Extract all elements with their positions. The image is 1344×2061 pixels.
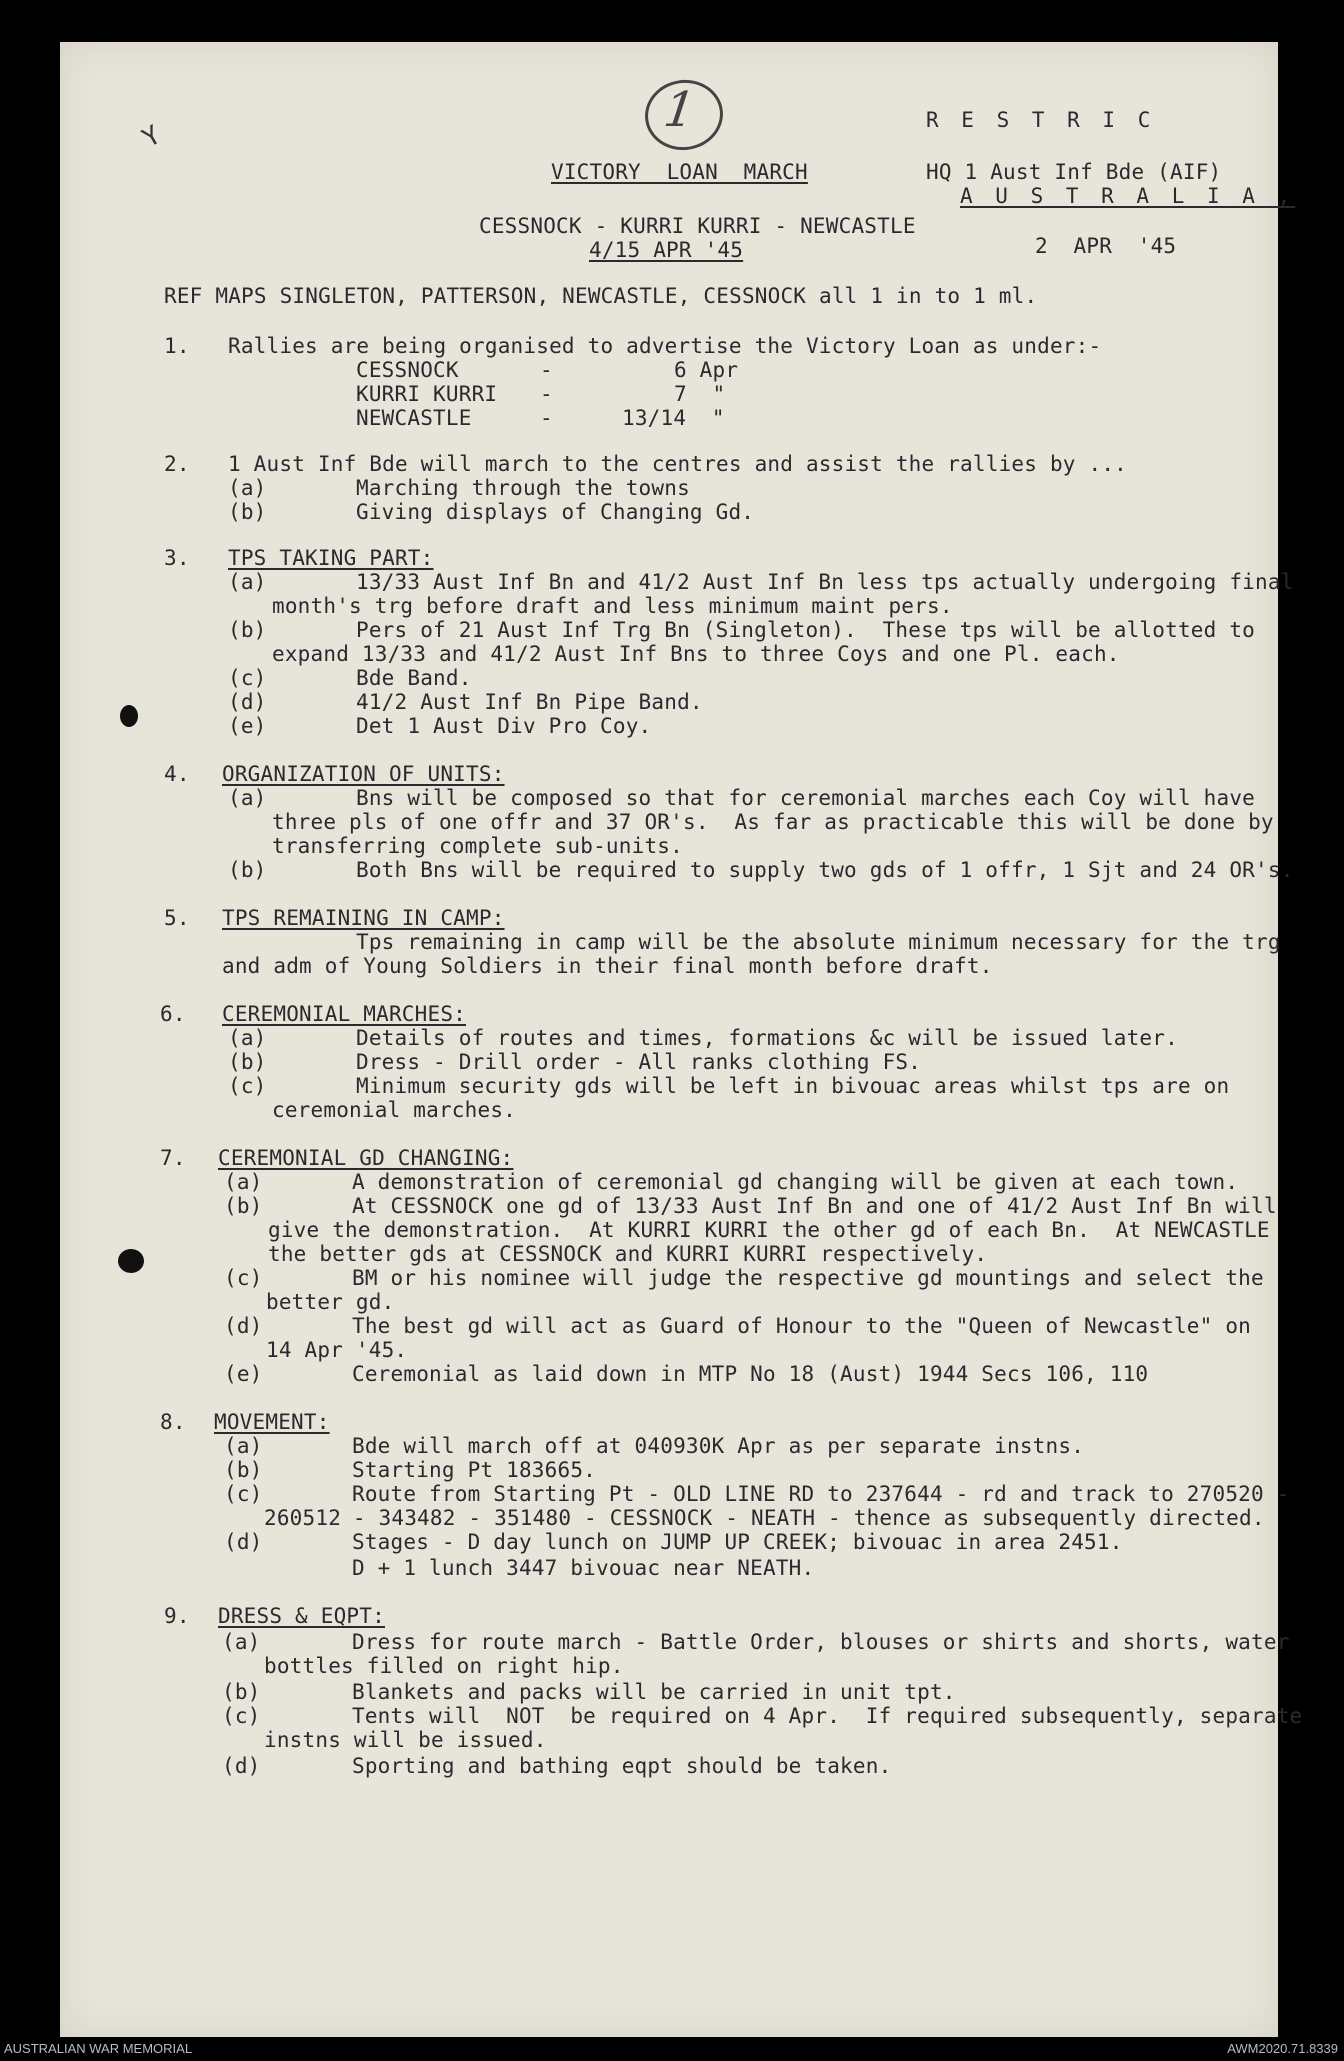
item-text: - 343482 - 351480 - CESSNOCK - NEATH - thence as subsequently directed. <box>340 1506 1265 1530</box>
archive-name: AUSTRALIAN WAR MEMORIAL <box>4 2041 193 2056</box>
item-text: Marching through the towns <box>356 476 690 500</box>
para-6-heading: CEREMONIAL MARCHES: <box>222 1002 467 1026</box>
para-8-heading: MOVEMENT: <box>214 1410 330 1434</box>
route-line: CESSNOCK - KURRI KURRI - NEWCASTLE <box>479 214 916 238</box>
item-text: Dress - Drill order - All ranks clothing FS. <box>356 1050 922 1074</box>
para-6-number: 6. <box>160 1002 186 1026</box>
item-text: Tents will NOT be required on 4 Apr. If required subsequently, separate <box>352 1704 1303 1728</box>
para-5-text: Tps remaining in camp will be the absolute minimum necessary for the trg <box>356 930 1281 954</box>
ref-maps: REF MAPS SINGLETON, PATTERSON, NEWCASTLE, CESSNOCK all 1 in to 1 ml. <box>164 284 1038 308</box>
item-label: (a) <box>224 1434 263 1458</box>
issue-date: 2 APR '45 <box>1035 234 1177 258</box>
item-label: (d) <box>222 1754 261 1778</box>
item-text: The best gd will act as Guard of Honour to the "Queen of Newcastle" on <box>352 1314 1252 1338</box>
item-label: (b) <box>224 1458 263 1482</box>
rally-place: CESSNOCK <box>356 358 459 382</box>
item-text: Pers of 21 Aust Inf Trg Bn (Singleton). These tps will be allotted to <box>356 618 1256 642</box>
para-3-heading: TPS TAKING PART: <box>228 546 434 570</box>
item-text: better gd. <box>266 1290 395 1314</box>
para-4-heading: ORGANIZATION OF UNITS: <box>222 762 505 786</box>
document-title: VICTORY LOAN MARCH <box>551 160 808 184</box>
item-text: Giving displays of Changing Gd. <box>356 500 755 524</box>
item-text: Blankets and packs will be carried in unit tpt. <box>352 1680 956 1704</box>
item-text: ceremonial marches. <box>272 1098 517 1122</box>
rally-dash: - <box>540 382 553 406</box>
item-text: month's trg before draft and less minimum maint pers. <box>272 594 953 618</box>
rally-date: 13/14 " <box>622 406 725 430</box>
para-5-number: 5. <box>164 906 190 930</box>
item-text: instns will be issued. <box>264 1728 547 1752</box>
country-line: A U S T R A L I A , <box>960 184 1296 208</box>
item-text: bottles filled on right hip. <box>264 1654 624 1678</box>
item-label: (d) <box>224 1314 263 1338</box>
item-label: (c) <box>228 666 267 690</box>
item-text: 13/33 Aust Inf Bn and 41/2 Aust Inf Bn less tps actually undergoing final <box>356 570 1294 594</box>
route-grid-ref: 260512 <box>264 1506 342 1530</box>
archive-footer <box>0 2037 1344 2061</box>
rally-dash: - <box>540 358 553 382</box>
item-label: (c) <box>224 1482 263 1506</box>
item-text: Bde Band. <box>356 666 472 690</box>
item-text: Det 1 Aust Div Pro Coy. <box>356 714 652 738</box>
item-text: Bde will march off at 040930K Apr as per separate instns. <box>352 1434 1085 1458</box>
item-label: (b) <box>228 1050 267 1074</box>
item-text: expand 13/33 and 41/2 Aust Inf Bns to three Coys and one Pl. each. <box>272 642 1120 666</box>
para-7-heading: CEREMONIAL GD CHANGING: <box>218 1146 514 1170</box>
item-label: (b) <box>228 500 267 524</box>
item-label: (a) <box>228 1026 267 1050</box>
item-text: Dress for route march - Battle Order, blouses or shirts and shorts, water <box>352 1630 1290 1654</box>
item-text: the better gds at CESSNOCK and KURRI KURRI respectively. <box>268 1242 988 1266</box>
rally-date: 7 " <box>674 382 726 406</box>
item-text: 14 Apr '45. <box>266 1338 408 1362</box>
punch-hole <box>120 705 138 727</box>
item-text: Ceremonial as laid down in MTP No 18 (Aust) 1944 Secs 106, 110 <box>352 1362 1149 1386</box>
item-text: Stages - D day lunch on JUMP UP CREEK; bivouac in area 2451. <box>352 1530 1123 1554</box>
item-label: (b) <box>228 858 267 882</box>
para-2-number: 2. <box>164 452 190 476</box>
item-text: Sporting and bathing eqpt should be taken. <box>352 1754 892 1778</box>
item-text: A demonstration of ceremonial gd changing will be given at each town. <box>352 1170 1239 1194</box>
item-label: (e) <box>228 714 267 738</box>
item-label: (a) <box>228 786 267 810</box>
para-5-text: and adm of Young Soldiers in their final month before draft. <box>222 954 993 978</box>
item-label: (a) <box>222 1630 261 1654</box>
item-label: (a) <box>228 476 267 500</box>
item-label: (d) <box>228 690 267 714</box>
punch-hole <box>118 1249 144 1273</box>
rally-place: NEWCASTLE <box>356 406 472 430</box>
item-text: 41/2 Aust Inf Bn Pipe Band. <box>356 690 703 714</box>
para-5-heading: TPS REMAINING IN CAMP: <box>222 906 505 930</box>
item-text: Bns will be composed so that for ceremonial marches each Coy will have <box>356 786 1256 810</box>
item-text: Both Bns will be required to supply two gds of 1 offr, 1 Sjt and 24 OR's. <box>356 858 1294 882</box>
para-3-number: 3. <box>164 546 190 570</box>
item-label: (a) <box>224 1170 263 1194</box>
item-label: (b) <box>222 1680 261 1704</box>
item-text: Minimum security gds will be left in bivouac areas whilst tps are on <box>356 1074 1230 1098</box>
item-label: (e) <box>224 1362 263 1386</box>
item-label: (c) <box>222 1704 261 1728</box>
para-1-number: 1. <box>164 334 190 358</box>
item-text: Starting Pt 183665. <box>352 1458 597 1482</box>
pencil-mark: Y <box>137 120 167 154</box>
para-2-intro: 1 Aust Inf Bde will march to the centres and assist the rallies by ... <box>228 452 1128 476</box>
archive-reference: AWM2020.71.8339 <box>1227 2041 1338 2056</box>
rally-place: KURRI KURRI <box>356 382 498 406</box>
item-text: D + 1 lunch 3447 bivouac near NEATH. <box>352 1556 815 1580</box>
para-8-number: 8. <box>160 1410 186 1434</box>
rally-date: 6 Apr <box>674 358 739 382</box>
item-text: At CESSNOCK one gd of 13/33 Aust Inf Bn and one of 41/2 Aust Inf Bn will <box>352 1194 1277 1218</box>
item-text: three pls of one offr and 37 OR's. As far as practicable this will be done by <box>272 810 1274 834</box>
rally-dash: - <box>540 406 553 430</box>
item-label: (c) <box>228 1074 267 1098</box>
item-label: (a) <box>228 570 267 594</box>
item-label: (b) <box>224 1194 263 1218</box>
para-9-number: 9. <box>164 1604 190 1628</box>
restricted-stamp: R E S T R I C <box>926 108 1156 132</box>
circled-number-text: 1 <box>654 82 704 138</box>
item-text: Details of routes and times, formations &c will be issued later. <box>356 1026 1178 1050</box>
item-text: BM or his nominee will judge the respective gd mountings and select the <box>352 1266 1264 1290</box>
item-label: (d) <box>224 1530 263 1554</box>
para-9-heading: DRESS & EQPT: <box>218 1604 385 1628</box>
item-text: Route from Starting Pt - OLD LINE RD to 237644 - rd and track to 270520 - <box>352 1482 1290 1506</box>
item-label: (b) <box>228 618 267 642</box>
para-1-intro: Rallies are being organised to advertise the Victory Loan as under:- <box>228 334 1102 358</box>
para-4-number: 4. <box>164 762 190 786</box>
item-text: give the demonstration. At KURRI KURRI the other gd of each Bn. At NEWCASTLE <box>268 1218 1270 1242</box>
para-7-number: 7. <box>160 1146 186 1170</box>
hq-line: HQ 1 Aust Inf Bde (AIF) <box>926 160 1222 184</box>
item-label: (c) <box>224 1266 263 1290</box>
item-text: transferring complete sub-units. <box>272 834 683 858</box>
march-dates: 4/15 APR '45 <box>589 238 744 262</box>
